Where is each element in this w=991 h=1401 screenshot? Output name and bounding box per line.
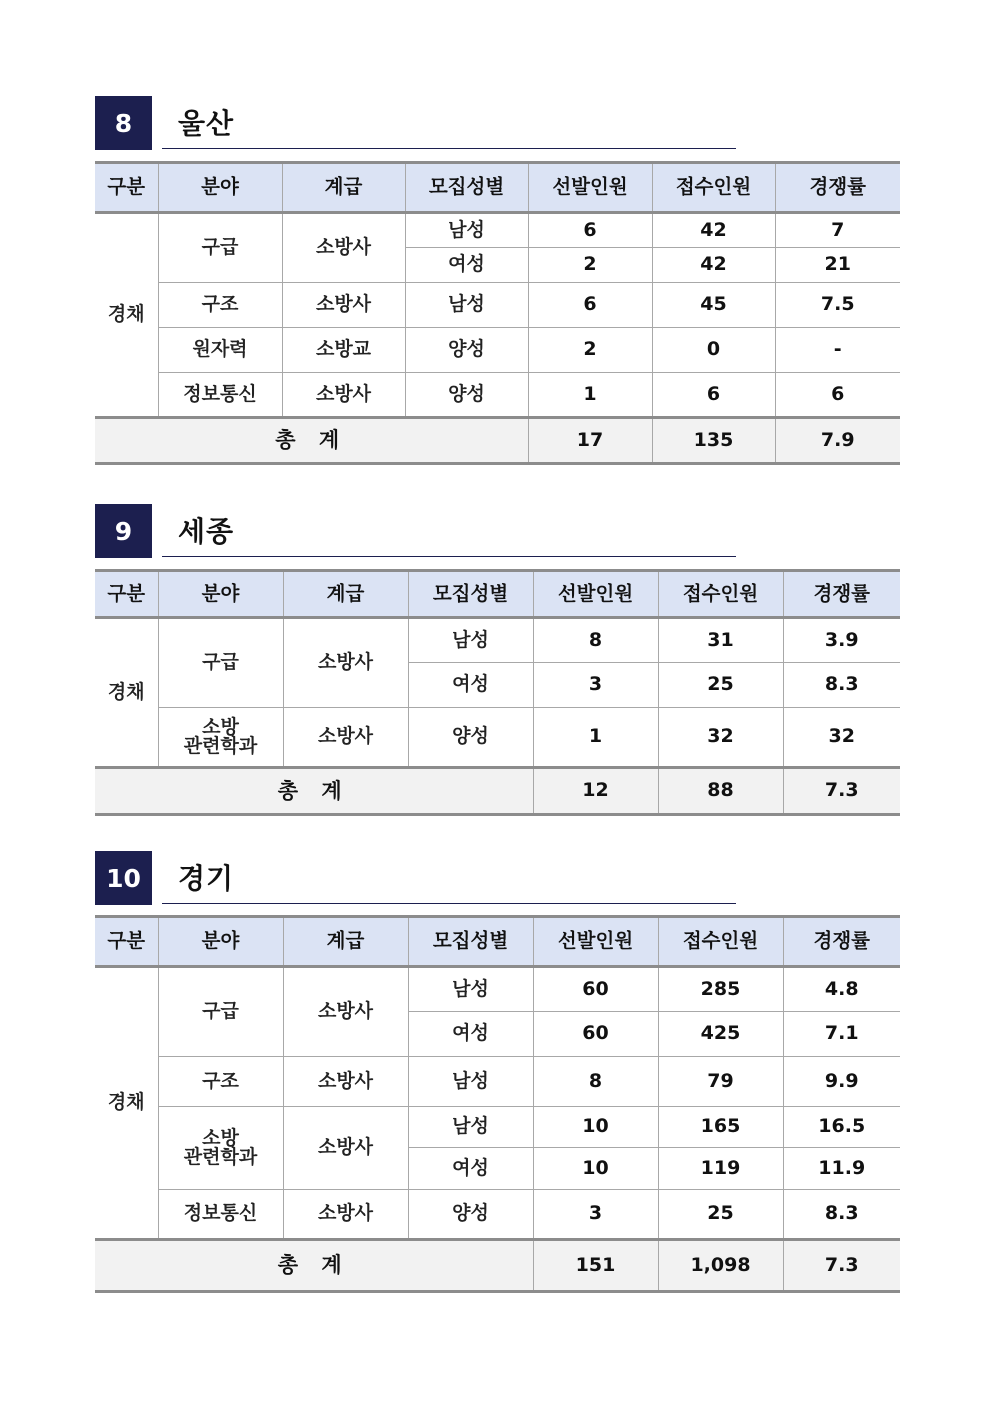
ratio-cell: 9.9 xyxy=(783,1057,900,1107)
total-applied: 1,098 xyxy=(658,1240,783,1292)
total-label: 총 계 xyxy=(95,1240,533,1292)
gender-cell: 남성 xyxy=(408,1107,533,1148)
total-selected: 17 xyxy=(528,418,652,464)
col-header: 구분 xyxy=(95,163,158,213)
section-gyeonggi xyxy=(95,851,900,1278)
total-row xyxy=(95,418,900,464)
section-header xyxy=(95,851,900,905)
total-applied: 88 xyxy=(658,768,783,815)
rank-cell: 소방사 xyxy=(283,967,408,1057)
rank-cell: 소방교 xyxy=(282,328,405,373)
title-underline xyxy=(162,148,736,149)
section-number: 8 xyxy=(95,96,152,150)
gender-cell: 양성 xyxy=(408,1190,533,1240)
total-ratio: 7.3 xyxy=(783,768,900,815)
applied-cell: 32 xyxy=(658,708,783,768)
total-row xyxy=(95,768,900,815)
ratio-cell: 8.3 xyxy=(783,1190,900,1240)
section-number: 9 xyxy=(95,504,152,558)
selected-cell: 2 xyxy=(528,328,652,373)
gender-cell: 남성 xyxy=(408,618,533,663)
applied-cell: 0 xyxy=(652,328,775,373)
total-applied: 135 xyxy=(652,418,775,464)
gender-cell: 남성 xyxy=(408,1057,533,1107)
section-header xyxy=(95,504,900,558)
ratio-cell: 7 xyxy=(775,213,900,248)
applied-cell: 79 xyxy=(658,1057,783,1107)
table-row xyxy=(95,283,900,328)
col-header: 계급 xyxy=(283,571,408,618)
col-header: 구분 xyxy=(95,571,158,618)
section-title: 울산 xyxy=(178,107,235,140)
ratio-cell: 7.5 xyxy=(775,283,900,328)
rank-cell: 소방사 xyxy=(283,618,408,708)
selected-cell: 8 xyxy=(533,618,658,663)
applied-cell: 25 xyxy=(658,1190,783,1240)
selected-cell: 3 xyxy=(533,1190,658,1240)
table-row xyxy=(95,967,900,1012)
header-row xyxy=(95,571,900,618)
field-cell: 정보통신 xyxy=(158,1190,283,1240)
table-row xyxy=(95,1190,900,1240)
applied-cell: 425 xyxy=(658,1012,783,1057)
applied-cell: 45 xyxy=(652,283,775,328)
field-cell: 구급 xyxy=(158,967,283,1057)
applied-cell: 42 xyxy=(652,213,775,248)
field-cell: 소방 관련학과 xyxy=(158,708,283,768)
selected-cell: 60 xyxy=(533,1012,658,1057)
rank-cell: 소방사 xyxy=(283,708,408,768)
field-cell: 구급 xyxy=(158,213,282,283)
section-sejong xyxy=(95,504,900,803)
applied-cell: 285 xyxy=(658,967,783,1012)
field-cell: 정보통신 xyxy=(158,373,282,418)
col-header: 분야 xyxy=(158,571,283,618)
total-label: 총 계 xyxy=(95,418,528,464)
col-header: 경쟁률 xyxy=(775,163,900,213)
category-cell: 경채 xyxy=(95,213,158,418)
col-header: 선발인원 xyxy=(533,917,658,967)
total-selected: 151 xyxy=(533,1240,658,1292)
selected-cell: 1 xyxy=(533,708,658,768)
table-row xyxy=(95,1057,900,1107)
section-number: 10 xyxy=(95,851,152,905)
ratio-cell: 8.3 xyxy=(783,663,900,708)
gender-cell: 남성 xyxy=(408,967,533,1012)
rank-cell: 소방사 xyxy=(283,1057,408,1107)
gender-cell: 양성 xyxy=(405,373,528,418)
applied-cell: 6 xyxy=(652,373,775,418)
total-selected: 12 xyxy=(533,768,658,815)
col-header: 접수인원 xyxy=(658,917,783,967)
ratio-cell: 6 xyxy=(775,373,900,418)
selected-cell: 10 xyxy=(533,1107,658,1148)
col-header: 분야 xyxy=(158,163,282,213)
applied-cell: 42 xyxy=(652,248,775,283)
selected-cell: 10 xyxy=(533,1148,658,1190)
col-header: 분야 xyxy=(158,917,283,967)
gender-cell: 남성 xyxy=(405,213,528,248)
applied-cell: 119 xyxy=(658,1148,783,1190)
col-header: 모집성별 xyxy=(405,163,528,213)
gender-cell: 여성 xyxy=(408,663,533,708)
table-row xyxy=(95,1107,900,1148)
col-header: 구분 xyxy=(95,917,158,967)
section-title: 세종 xyxy=(178,515,235,548)
col-header: 접수인원 xyxy=(658,571,783,618)
col-header: 선발인원 xyxy=(533,571,658,618)
col-header: 모집성별 xyxy=(408,571,533,618)
field-cell: 원자력 xyxy=(158,328,282,373)
total-ratio: 7.9 xyxy=(775,418,900,464)
total-label: 총 계 xyxy=(95,768,533,815)
rank-cell: 소방사 xyxy=(282,283,405,328)
col-header: 선발인원 xyxy=(528,163,652,213)
ratio-cell: 11.9 xyxy=(783,1148,900,1190)
header-row xyxy=(95,163,900,213)
total-ratio: 7.3 xyxy=(783,1240,900,1292)
applied-cell: 165 xyxy=(658,1107,783,1148)
selected-cell: 8 xyxy=(533,1057,658,1107)
section-header xyxy=(95,96,900,150)
col-header: 경쟁률 xyxy=(783,571,900,618)
gender-cell: 여성 xyxy=(408,1012,533,1057)
rank-cell: 소방사 xyxy=(283,1190,408,1240)
ratio-cell: 3.9 xyxy=(783,618,900,663)
recruitment-table xyxy=(95,161,900,465)
recruitment-table xyxy=(95,569,900,816)
table-row xyxy=(95,213,900,248)
total-row xyxy=(95,1240,900,1292)
col-header: 모집성별 xyxy=(408,917,533,967)
field-cell: 구급 xyxy=(158,618,283,708)
category-cell: 경채 xyxy=(95,618,158,768)
table-row xyxy=(95,708,900,768)
col-header: 접수인원 xyxy=(652,163,775,213)
section-ulsan xyxy=(95,96,900,453)
selected-cell: 6 xyxy=(528,213,652,248)
table-row xyxy=(95,373,900,418)
gender-cell: 양성 xyxy=(405,328,528,373)
rank-cell: 소방사 xyxy=(282,373,405,418)
table-row xyxy=(95,328,900,373)
recruitment-table xyxy=(95,915,900,1293)
table-row xyxy=(95,618,900,663)
applied-cell: 25 xyxy=(658,663,783,708)
gender-cell: 남성 xyxy=(405,283,528,328)
selected-cell: 2 xyxy=(528,248,652,283)
rank-cell: 소방사 xyxy=(282,213,405,283)
ratio-cell: 21 xyxy=(775,248,900,283)
rank-cell: 소방사 xyxy=(283,1107,408,1190)
col-header: 계급 xyxy=(283,917,408,967)
field-cell: 구조 xyxy=(158,283,282,328)
header-row xyxy=(95,917,900,967)
gender-cell: 여성 xyxy=(408,1148,533,1190)
ratio-cell: 32 xyxy=(783,708,900,768)
ratio-cell: 7.1 xyxy=(783,1012,900,1057)
ratio-cell: - xyxy=(775,328,900,373)
field-cell: 소방 관련학과 xyxy=(158,1107,283,1190)
selected-cell: 3 xyxy=(533,663,658,708)
col-header: 계급 xyxy=(282,163,405,213)
title-underline xyxy=(162,556,736,557)
col-header: 경쟁률 xyxy=(783,917,900,967)
ratio-cell: 4.8 xyxy=(783,967,900,1012)
section-title: 경기 xyxy=(178,862,235,895)
applied-cell: 31 xyxy=(658,618,783,663)
selected-cell: 60 xyxy=(533,967,658,1012)
selected-cell: 6 xyxy=(528,283,652,328)
category-cell: 경채 xyxy=(95,967,158,1240)
field-cell: 구조 xyxy=(158,1057,283,1107)
gender-cell: 여성 xyxy=(405,248,528,283)
gender-cell: 양성 xyxy=(408,708,533,768)
selected-cell: 1 xyxy=(528,373,652,418)
title-underline xyxy=(162,903,736,904)
ratio-cell: 16.5 xyxy=(783,1107,900,1148)
